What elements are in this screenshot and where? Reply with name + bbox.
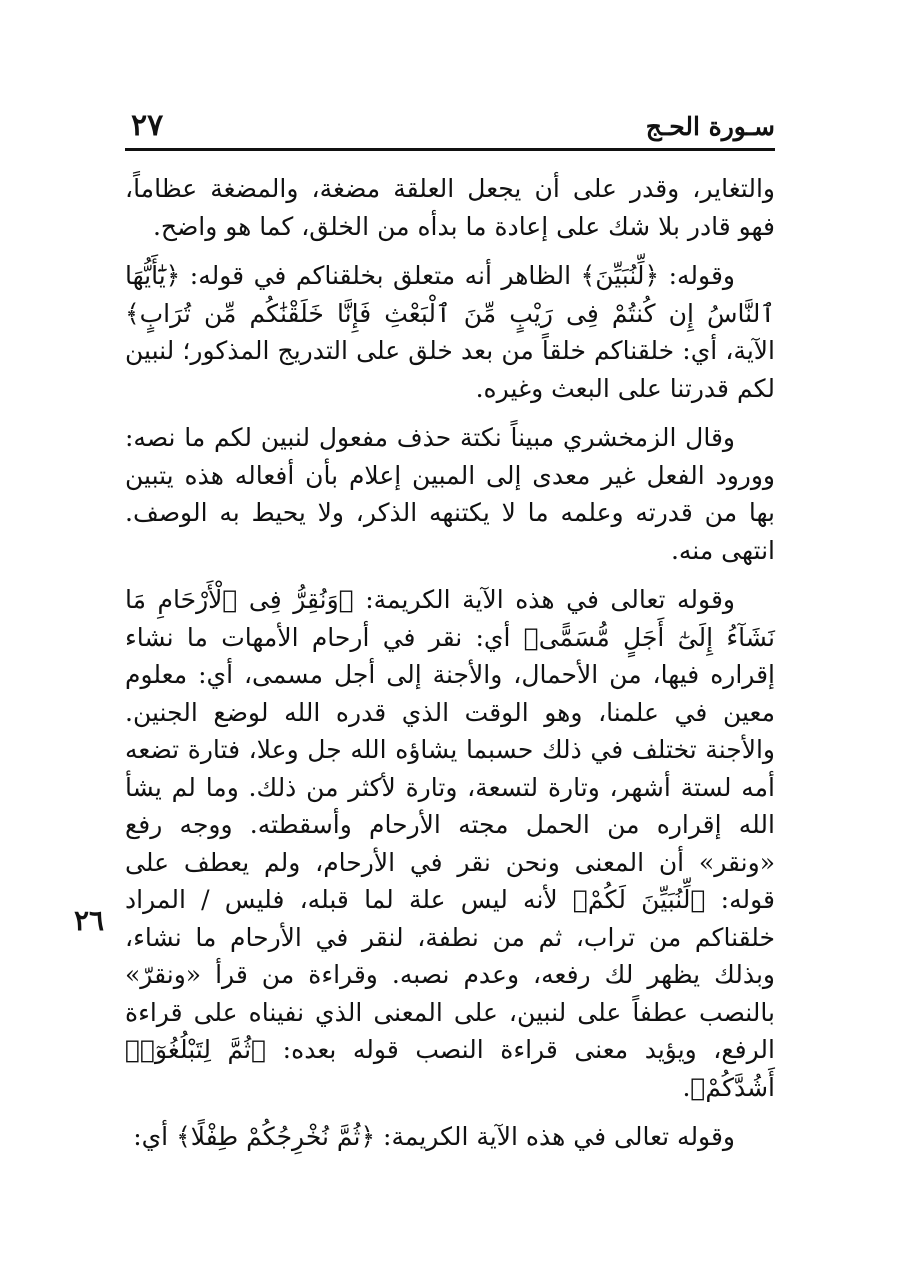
- paragraph: وقوله: ﴿لِّنُبَيِّنَ﴾ الظاهر أنه متعلق بخلقناكم في قوله: ﴿يَٰٓأَيُّهَا ٱلنَّاسُ إِن كُنتُمْ فِى رَيْبٍ مِّنَ ٱلْبَعْثِ فَإِنَّا خَلَقْنَٰكُم مِّن تُرَابٍ﴾ الآية، أي: خلقناكم خلقاً من بعد خلق على التدريج المذكور؛ لنبين لكم قدرتنا على البعث وغيره.: [125, 261, 775, 403]
- page-header: [125, 108, 775, 151]
- paragraph: وقال الزمخشري مبيناً نكتة حذف مفعول لنبين لكم ما نصه: وورود الفعل غير معدى إلى المبين إعلام بأن أفعاله هذه يتبين بها من قدرته وعلمه ما لا يكتنهه الذكر، ولا يحيط به الوصف. انتهى منه.: [125, 423, 775, 565]
- margin-page-reference: ٢٦: [74, 904, 105, 937]
- surah-title: سـورة الحـج: [645, 112, 775, 141]
- body-text: [125, 170, 775, 1168]
- paragraph: والتغاير، وقدر على أن يجعل العلقة مضغة، والمضغة عظاماً، فهو قادر بلا شك على إعادة ما بدأه من الخلق، كما هو واضح.: [125, 174, 775, 241]
- paragraph: وقوله تعالى في هذه الآية الكريمة: ﴿ثُمَّ نُخْرِجُكُمْ طِفْلًا﴾ أي:: [133, 1122, 735, 1151]
- paragraph: وقوله تعالى في هذه الآية الكريمة: ﴿وَنُقِرُّ فِى ٱلْأَرْحَامِ مَا نَشَآءُ إِلَىٰٓ أَجَلٍ مُّسَمًّى﴾ أي: نقر في أرحام الأمهات ما نشاء إقراره فيها، من الأحمال، والأجنة إلى أجل مسمى، أي: معلوم معين في علمنا، وهو الوقت الذي قدره الله لوضع الجنين. والأجنة تختلف في ذلك حسبما يشاؤه الله جل وعلا، فتارة تضعه أمه لستة أشهر، وتارة لتسعة، وتارة لأكثر من ذلك. وما لم يشأ الله إقراره من الحمل مجته الأرحام وأسقطته. ووجه رفع «ونقر» أن المعنى ونحن نقر في الأرحام، ولم يعطف على قوله: ﴿لِّنُبَيِّنَ لَكُمْ﴾ لأنه ليس علة لما قبله، فليس / المراد خلقناكم من تراب، ثم من نطفة، لنقر في الأرحام ما نشاء، وبذلك يظهر لك رفعه، وعدم نصبه. وقراءة من قرأ «ونقرّ» بالنصب عطفاً على لنبين، على المعنى الذي نفيناه على قراءة الرفع، ويؤيد معنى قراءة النصب قوله بعده: ﴿ثُمَّ لِتَبْلُغُوٓا۟ أَشُدَّكُمْ﴾.: [125, 585, 775, 1102]
- page-number: ٢٧: [131, 108, 164, 143]
